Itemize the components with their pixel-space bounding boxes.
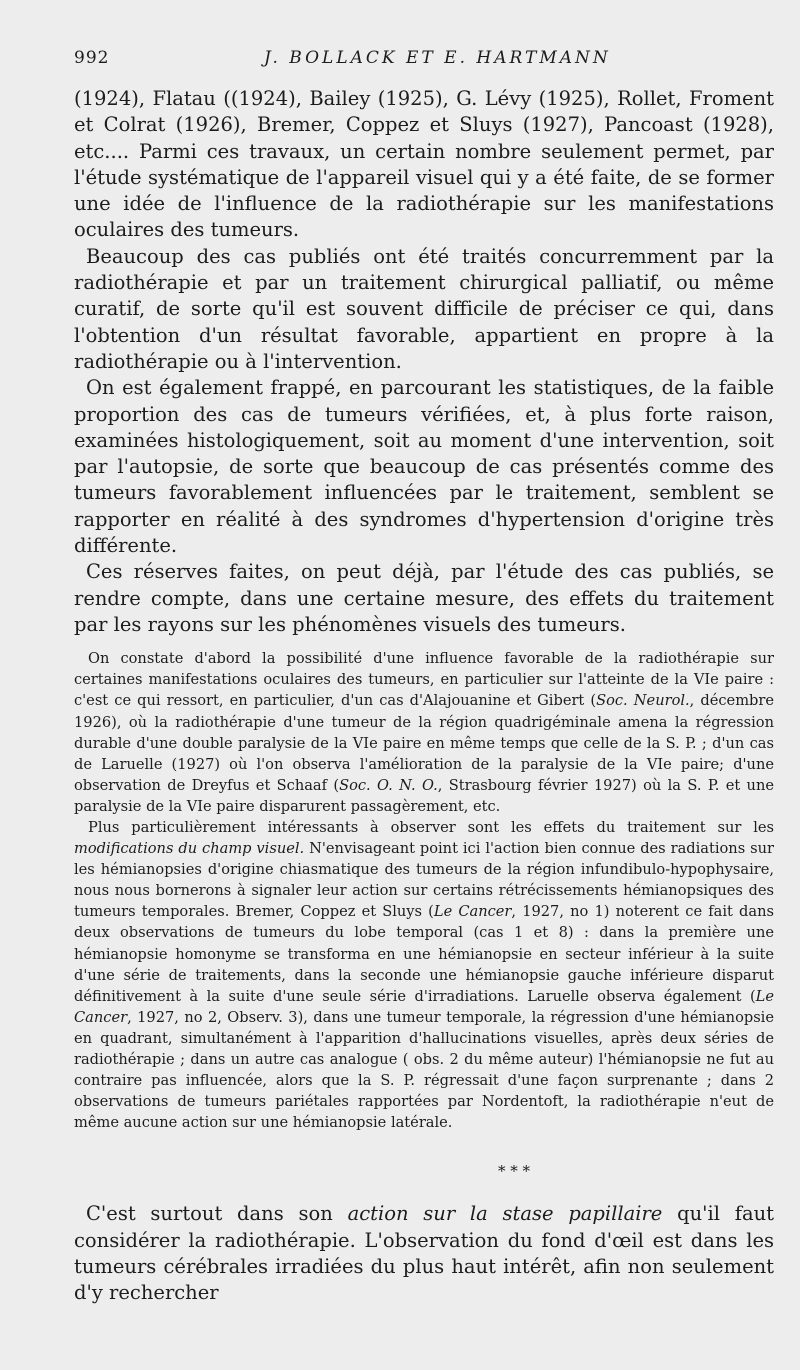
small1-citation-1: Soc. Neurol.: [596, 692, 690, 710]
paragraph-3: On est également frappé, en parcourant les statistiques, de la faible proportion des cas de tumeurs vérifiées, et, à plus forte raison, examinées histologiquement, soit au moment d'une intervention, soit par l'autopsie, de sorte que beaucoup de cas présentés comme des tumeurs favorablement influencées par le traitement, semblent se rapporter en réalité à des syndromes d'hypertension d'origine très différente.: [74, 376, 774, 558]
page-number: 992: [74, 48, 110, 68]
small1-text-1: On constate d'abord la possibilité d'une influence favorable de la radiothérapie sur certaines manifestations oculaires des tumeurs, en particulier sur l'atteinte de la VIe paire : c'est ce qui ressort, en particulier, d'un cas d'Alajouanine et Gibert (: [74, 650, 774, 710]
small2-text-1: Plus particulièrement intéressants à observer sont les effets du traitement sur les: [88, 818, 774, 836]
small2-text-4: , 1927, no 2, Observ. 3), dans une tumeur temporale, la régression d'une hémianopsie en quadrant, simultanément à l'apparition d'hallucinations visuelles, après deux séries de radiothérapie ; dans un autre cas analogue ( obs. 2 du même auteur) l'hémianopsie ne fut au contraire pas influencée, alors que la S. P. régressait d'une façon surprenante ; dans 2 observations de tumeurs pariétales rapportées par Nordentoft, la radiothérapie n'eut de même aucune action sur une hémianopsie latérale.: [74, 1008, 774, 1132]
final-text-2: qu'il faut considérer la radiothérapie. L'observation du fond d'œil est dans les tumeurs cérébrales irradiées du plus haut intérêt, afin non seulement d'y rechercher: [74, 1202, 775, 1305]
final-emphasis: action sur la stase papillaire: [347, 1202, 663, 1226]
small-paragraph-1: [74, 648, 774, 817]
small2-text-3: , 1927, no 1) noterent ce fait dans deux observations de tumeurs du lobe temporal (cas 1 et 8) : dans la première une hémianopsie homonyme se transforma en une hémianopsie en secteur inférieur à la suite d'une série de traitements, dans la seconde une hémianopsie gauche inférieure disparut définitivement à la suite d'une seule série d'irradiations. Laruelle observa également (: [74, 903, 774, 1005]
small2-citation-1: Le Cancer: [433, 903, 512, 921]
final-paragraph: [74, 1201, 774, 1306]
running-title: J. BOLLACK ET E. HARTMANN: [264, 48, 611, 68]
small1-text-2: , décembre 1926), où la radiothérapie d'une tumeur de la région quadrigéminale amena la régression durable d'une double paralysie de la VIe paire en même temps que celle de la S. P. ; d'un cas de Laruelle (1927) où l'on observa l'amélioration de la paralysie de la VIe paire; d'une observation de Dreyfus et Schaaf (: [74, 692, 774, 794]
small2-emphasis: modifications du champ visuel.: [74, 840, 305, 858]
paragraph-2: Beaucoup des cas publiés ont été traités concurremment par la radiothérapie et par un traitement chirurgical palliatif, ou même curatif, de sorte qu'il est souvent difficile de préciser ce qui, dans l'obtention d'un résultat favorable, appartient en propre à la radiothérapie ou à l'intervention.: [74, 244, 774, 373]
small2-citation-2: Le Cancer: [74, 987, 774, 1026]
small2-text-2: N'envisageant point ici l'action bien connue des radiations sur les hémianopsies d'origine chiasmatique des tumeurs de la région infundibulo-hypophysaire, nous nous bornerons à signaler leur action sur certains rétrécissements hémianopsiques des tumeurs temporales. Bremer, Coppez et Sluys (: [74, 840, 774, 921]
small-paragraph-2: [74, 817, 774, 1133]
section-separator: * * *: [497, 1162, 531, 1181]
page-header: [74, 48, 774, 86]
final-text-1: C'est surtout dans son: [86, 1202, 348, 1226]
paragraph-1: (1924), Flatau ((1924), Bailey (1925), G. Lévy (1925), Rollet, Froment et Colrat (1926), Bremer, Coppez et Sluys (1927), Pancoast (1928), etc.... Parmi ces travaux, un certain nombre seulement permet, par l'étude systématique de l'appareil visuel qui y a été faite, de se former une idée de l'influence de la radiothérapie sur les manifestations oculaires des tumeurs.: [74, 87, 774, 242]
small1-citation-2: Soc. O. N. O.: [339, 776, 438, 794]
small1-text-3: , Strasbourg février 1927) où la S. P. et une paralysie de la VIe paire disparurent passagèrement, etc.: [74, 776, 774, 815]
paragraph-4: Ces réserves faites, on peut déjà, par l'étude des cas publiés, se rendre compte, dans une certaine mesure, des effets du traitement par les rayons sur les phénomènes visuels des tumeurs.: [74, 560, 774, 636]
